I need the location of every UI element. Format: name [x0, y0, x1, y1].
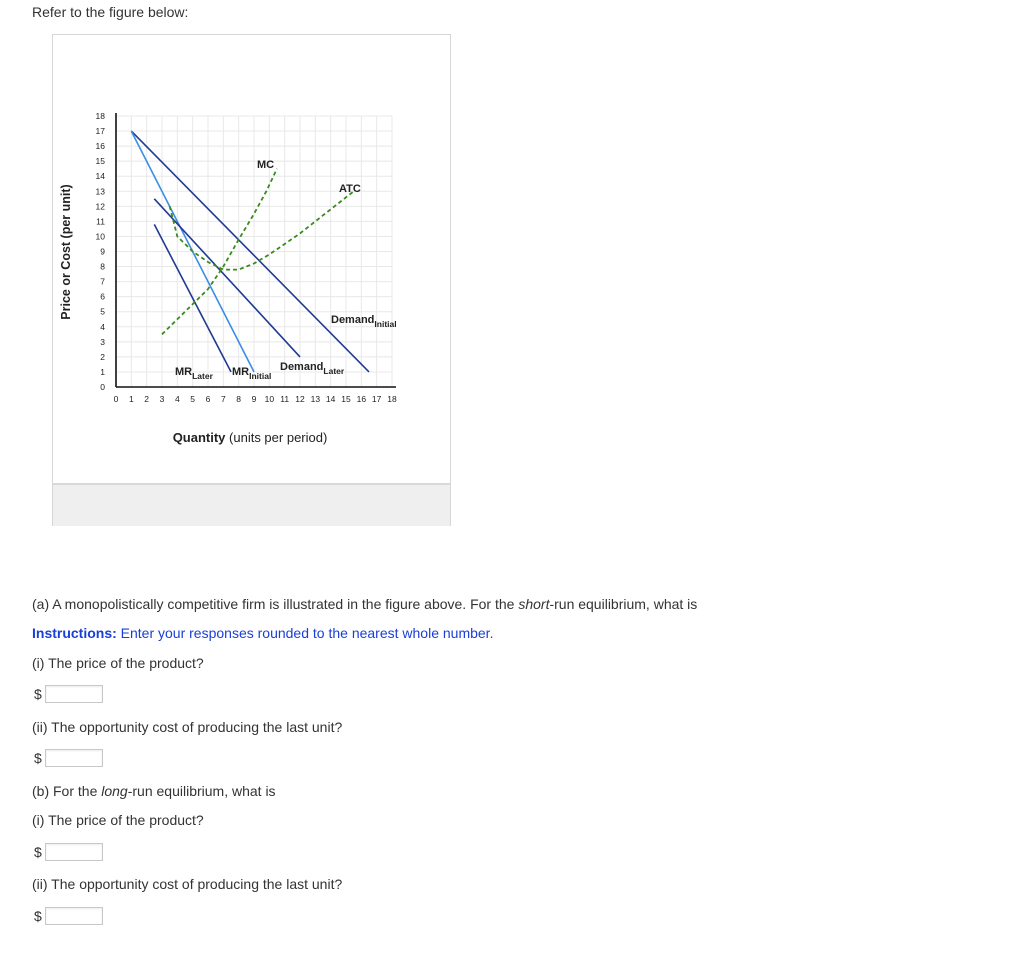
question-a-prefix: (a) A monopolistically competitive firm is illustrated in the figure above. For the [32, 596, 519, 612]
x-tick-label: 12 [295, 394, 305, 404]
answer-b-i-input[interactable] [45, 843, 103, 861]
y-tick-label: 16 [95, 141, 105, 152]
x-tick-label: 9 [251, 394, 257, 404]
series-atc-line [170, 191, 354, 269]
chart [53, 35, 450, 485]
question-b-emphasis: long [101, 783, 128, 799]
series-label-demand-later: Demand$_{Later}$ [280, 361, 345, 376]
question-a-ii: (ii) The opportunity cost of producing the last unit? [32, 719, 343, 735]
figure-panel [52, 34, 451, 526]
y-tick-label: 5 [100, 306, 105, 317]
question-a [32, 596, 697, 612]
question-b-prefix: (b) For the [32, 783, 102, 799]
y-tick-label: 3 [100, 336, 105, 347]
x-tick-label: 17 [371, 394, 382, 404]
y-tick-label: 7 [100, 276, 105, 287]
x-tick-label: 16 [356, 394, 367, 404]
y-tick-label: 6 [100, 291, 105, 302]
y-axis-label: Price or Cost (per unit) [59, 184, 73, 320]
instructions [32, 625, 493, 641]
series-label-atc: ATC [339, 183, 361, 195]
question-a-suffix: -run equilibrium, what is [549, 596, 698, 612]
y-tick-label: 0 [100, 382, 105, 392]
x-tick-label: 4 [174, 394, 180, 404]
y-tick-label: 1 [100, 366, 105, 377]
instructions-label: Instructions: [32, 625, 117, 641]
x-tick-label: 11 [280, 394, 290, 404]
y-tick-label: 8 [100, 261, 105, 272]
series-demand-later-line [154, 199, 300, 357]
x-tick-label: 3 [159, 394, 165, 404]
y-tick-label: 17 [95, 126, 105, 137]
instructions-text: Enter your responses rounded to the nearest whole number. [116, 625, 494, 641]
y-tick-label: 18 [95, 111, 105, 121]
series-label-mc: MC [257, 159, 275, 171]
question-a-emphasis: short [518, 596, 550, 612]
y-tick-label: 12 [95, 201, 105, 212]
x-tick-label: 8 [236, 394, 242, 404]
x-tick-label: 15 [341, 394, 351, 404]
answer-a-ii-input[interactable] [45, 749, 103, 767]
currency-symbol: $ [34, 686, 42, 702]
y-tick-label: 11 [96, 216, 105, 227]
y-tick-label: 15 [95, 156, 105, 167]
x-tick-label: 7 [220, 394, 226, 404]
y-tick-label: 9 [100, 246, 105, 257]
question-b-i: (i) The price of the product? [32, 812, 204, 828]
x-tick-label: 2 [144, 394, 150, 404]
y-tick-label: 13 [95, 186, 105, 197]
question-b-ii: (ii) The opportunity cost of producing the last unit? [32, 876, 343, 892]
currency-symbol: $ [34, 908, 42, 924]
intro-text: Refer to the figure below: [32, 4, 189, 20]
x-tick-label: 18 [387, 394, 397, 404]
x-tick-label: 1 [128, 394, 134, 404]
answer-b-ii-input[interactable] [45, 907, 103, 925]
x-tick-label: 14 [325, 394, 336, 404]
figure-footer [53, 483, 450, 526]
x-axis-label: Quantity (units per period) [172, 430, 328, 445]
series-label-demand-initial: Demand$_{Initial}$ [331, 314, 397, 329]
series-label-mr-later: $MR_{Later}$ [175, 366, 213, 381]
y-tick-label: 10 [95, 231, 105, 242]
x-tick-label: 0 [113, 394, 119, 404]
y-tick-label: 14 [95, 171, 105, 182]
answer-a-i-input[interactable] [45, 685, 103, 703]
x-tick-label: 5 [190, 394, 196, 404]
x-tick-label: 13 [310, 394, 321, 404]
question-b-suffix: -run equilibrium, what is [127, 783, 276, 799]
currency-symbol: $ [34, 750, 42, 766]
currency-symbol: $ [34, 844, 42, 860]
question-a-i: (i) The price of the product? [32, 655, 204, 671]
series-label-mr-initial: $MR_{Initial}$ [232, 366, 272, 381]
x-tick-label: 6 [205, 394, 211, 404]
x-tick-label: 10 [264, 394, 275, 404]
y-tick-label: 4 [100, 321, 105, 332]
y-tick-label: 2 [100, 351, 105, 362]
question-b [32, 783, 276, 799]
